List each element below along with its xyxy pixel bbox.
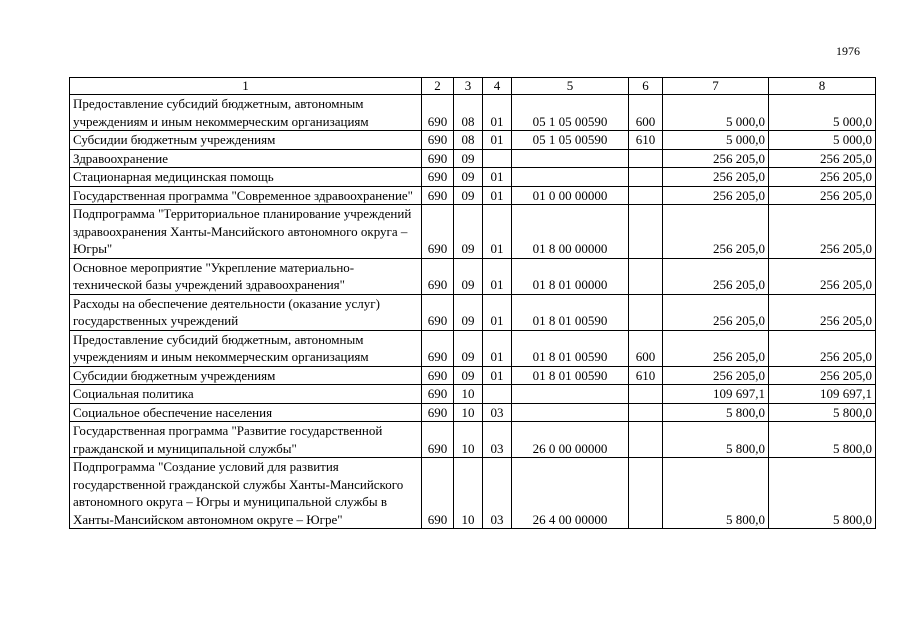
row-admin-cell: 690: [422, 205, 454, 259]
row-target-cell: 01 8 01 00590: [512, 330, 629, 366]
row-admin-cell: 690: [422, 458, 454, 529]
row-sum1-cell: 5 000,0: [663, 131, 769, 150]
row-kind-cell: [629, 258, 663, 294]
row-subsection-cell: 01: [483, 294, 512, 330]
row-admin-cell: 690: [422, 95, 454, 131]
table-row: [70, 149, 876, 168]
row-section-cell: 10: [454, 385, 483, 404]
row-name-cell: Социальная политика: [70, 385, 422, 404]
row-sum2-cell: 256 205,0: [769, 258, 876, 294]
row-subsection-cell: [483, 149, 512, 168]
table-row: [70, 330, 876, 366]
table-row: [70, 186, 876, 205]
row-sum1-cell: 256 205,0: [663, 294, 769, 330]
table-row: [70, 95, 876, 131]
row-target-cell: 01 8 01 00590: [512, 366, 629, 385]
row-kind-cell: [629, 403, 663, 422]
row-subsection-cell: 01: [483, 205, 512, 259]
row-section-cell: 09: [454, 186, 483, 205]
row-sum2-cell: 5 800,0: [769, 403, 876, 422]
column-header: 6: [629, 78, 663, 95]
table-row: [70, 385, 876, 404]
row-target-cell: [512, 403, 629, 422]
row-subsection-cell: [483, 385, 512, 404]
column-header: 7: [663, 78, 769, 95]
row-name-cell: Государственная программа "Современное здравоохранение": [70, 186, 422, 205]
row-section-cell: 09: [454, 258, 483, 294]
row-target-cell: 05 1 05 00590: [512, 131, 629, 150]
row-subsection-cell: 03: [483, 422, 512, 458]
row-section-cell: 09: [454, 294, 483, 330]
row-target-cell: 26 0 00 00000: [512, 422, 629, 458]
row-section-cell: 09: [454, 330, 483, 366]
row-admin-cell: 690: [422, 422, 454, 458]
table-row: [70, 403, 876, 422]
row-admin-cell: 690: [422, 294, 454, 330]
row-section-cell: 10: [454, 458, 483, 529]
row-kind-cell: 610: [629, 366, 663, 385]
row-admin-cell: 690: [422, 149, 454, 168]
row-kind-cell: [629, 205, 663, 259]
row-admin-cell: 690: [422, 258, 454, 294]
row-subsection-cell: 01: [483, 95, 512, 131]
row-sum1-cell: 5 000,0: [663, 95, 769, 131]
row-sum1-cell: 256 205,0: [663, 258, 769, 294]
row-name-cell: Социальное обеспечение населения: [70, 403, 422, 422]
page-number: 1976: [836, 44, 860, 58]
row-kind-cell: 600: [629, 330, 663, 366]
row-section-cell: 09: [454, 205, 483, 259]
row-section-cell: 10: [454, 422, 483, 458]
row-admin-cell: 690: [422, 186, 454, 205]
row-subsection-cell: 01: [483, 330, 512, 366]
row-sum2-cell: 109 697,1: [769, 385, 876, 404]
row-name-cell: Подпрограмма "Создание условий для развития государственной гражданской службы Ханты-Мансийского автономного округа – Югры и муниципальной службы в Ханты-Мансийском автономном округе – Югре": [70, 458, 422, 529]
row-section-cell: 09: [454, 168, 483, 187]
row-admin-cell: 690: [422, 403, 454, 422]
table-row: [70, 366, 876, 385]
table-row: [70, 294, 876, 330]
row-subsection-cell: 01: [483, 258, 512, 294]
row-sum1-cell: 256 205,0: [663, 186, 769, 205]
column-header: 5: [512, 78, 629, 95]
row-name-cell: Субсидии бюджетным учреждениям: [70, 131, 422, 150]
table-row: [70, 205, 876, 259]
row-subsection-cell: 01: [483, 131, 512, 150]
column-header: 4: [483, 78, 512, 95]
row-name-cell: Субсидии бюджетным учреждениям: [70, 366, 422, 385]
row-sum2-cell: 256 205,0: [769, 330, 876, 366]
row-admin-cell: 690: [422, 330, 454, 366]
row-name-cell: Предоставление субсидий бюджетным, автономным учреждениям и иным некоммерческим организациям: [70, 95, 422, 131]
row-kind-cell: 600: [629, 95, 663, 131]
row-subsection-cell: 01: [483, 186, 512, 205]
row-kind-cell: 610: [629, 131, 663, 150]
table-row: [70, 458, 876, 529]
table-row: [70, 168, 876, 187]
row-kind-cell: [629, 385, 663, 404]
row-admin-cell: 690: [422, 168, 454, 187]
row-admin-cell: 690: [422, 131, 454, 150]
budget-table: [69, 77, 876, 529]
row-section-cell: 09: [454, 366, 483, 385]
row-kind-cell: [629, 458, 663, 529]
row-subsection-cell: 03: [483, 458, 512, 529]
table-row: [70, 258, 876, 294]
row-target-cell: [512, 385, 629, 404]
row-target-cell: 01 8 01 00000: [512, 258, 629, 294]
row-target-cell: [512, 149, 629, 168]
row-name-cell: Здравоохранение: [70, 149, 422, 168]
table-header-row: [70, 78, 876, 95]
table-row: [70, 422, 876, 458]
column-header: 3: [454, 78, 483, 95]
row-kind-cell: [629, 168, 663, 187]
row-sum2-cell: 5 800,0: [769, 458, 876, 529]
column-header: 8: [769, 78, 876, 95]
row-sum2-cell: 256 205,0: [769, 168, 876, 187]
row-section-cell: 09: [454, 149, 483, 168]
row-subsection-cell: 01: [483, 366, 512, 385]
row-sum1-cell: 5 800,0: [663, 403, 769, 422]
row-sum1-cell: 256 205,0: [663, 330, 769, 366]
row-sum2-cell: 5 000,0: [769, 131, 876, 150]
row-sum1-cell: 5 800,0: [663, 458, 769, 529]
row-sum1-cell: 109 697,1: [663, 385, 769, 404]
row-admin-cell: 690: [422, 366, 454, 385]
row-sum1-cell: 256 205,0: [663, 205, 769, 259]
row-kind-cell: [629, 294, 663, 330]
row-section-cell: 08: [454, 131, 483, 150]
row-subsection-cell: 03: [483, 403, 512, 422]
row-sum2-cell: 256 205,0: [769, 186, 876, 205]
row-sum2-cell: 256 205,0: [769, 205, 876, 259]
row-section-cell: 08: [454, 95, 483, 131]
row-admin-cell: 690: [422, 385, 454, 404]
row-sum2-cell: 256 205,0: [769, 294, 876, 330]
row-name-cell: Расходы на обеспечение деятельности (оказание услуг) государственных учреждений: [70, 294, 422, 330]
row-target-cell: [512, 168, 629, 187]
row-target-cell: 01 8 00 00000: [512, 205, 629, 259]
row-kind-cell: [629, 422, 663, 458]
row-name-cell: Государственная программа "Развитие государственной гражданской и муниципальной службы": [70, 422, 422, 458]
row-sum2-cell: 5 000,0: [769, 95, 876, 131]
row-sum2-cell: 256 205,0: [769, 149, 876, 168]
row-target-cell: 01 8 01 00590: [512, 294, 629, 330]
row-sum2-cell: 5 800,0: [769, 422, 876, 458]
row-name-cell: Предоставление субсидий бюджетным, автономным учреждениям и иным некоммерческим организациям: [70, 330, 422, 366]
row-name-cell: Подпрограмма "Территориальное планирование учреждений здравоохранения Ханты-Мансийского автономного округа – Югры": [70, 205, 422, 259]
row-section-cell: 10: [454, 403, 483, 422]
column-header: 2: [422, 78, 454, 95]
row-target-cell: 05 1 05 00590: [512, 95, 629, 131]
row-kind-cell: [629, 186, 663, 205]
row-target-cell: 26 4 00 00000: [512, 458, 629, 529]
row-name-cell: Основное мероприятие "Укрепление материально-технической базы учреждений здравоохранения": [70, 258, 422, 294]
row-target-cell: 01 0 00 00000: [512, 186, 629, 205]
row-sum2-cell: 256 205,0: [769, 366, 876, 385]
row-subsection-cell: 01: [483, 168, 512, 187]
row-kind-cell: [629, 149, 663, 168]
table-row: [70, 131, 876, 150]
row-sum1-cell: 256 205,0: [663, 149, 769, 168]
row-sum1-cell: 256 205,0: [663, 168, 769, 187]
row-sum1-cell: 256 205,0: [663, 366, 769, 385]
row-name-cell: Стационарная медицинская помощь: [70, 168, 422, 187]
row-sum1-cell: 5 800,0: [663, 422, 769, 458]
column-header: 1: [70, 78, 422, 95]
